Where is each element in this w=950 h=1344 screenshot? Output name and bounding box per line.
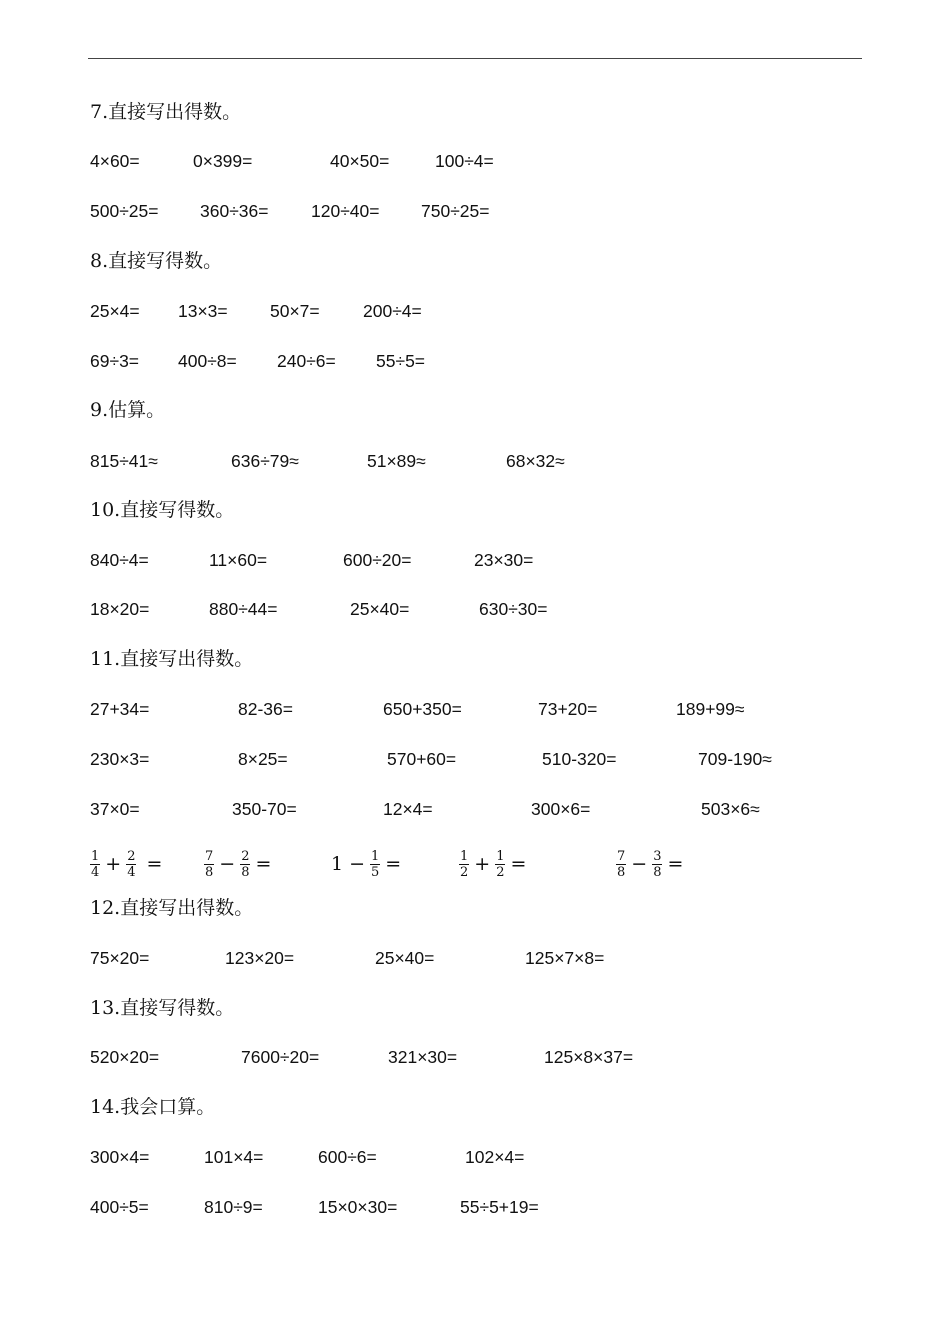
denominator: 8 [653,864,662,880]
fraction-problem [88,842,165,886]
problem: 600÷20= [343,550,412,570]
section-14-title: 14.我会口算。 [90,1096,216,1118]
equals-sign: = [667,853,684,875]
problem: 321×30= [388,1047,458,1067]
problem: 100÷4= [435,151,494,171]
section-11-row-1 [0,697,950,721]
header-rule [88,58,862,59]
problem: 636÷79≈ [231,451,299,471]
problem: 360÷36= [200,201,269,221]
problem: 400÷8= [178,351,237,371]
problem: 25×40= [350,599,410,619]
problem: 350-70= [232,799,297,819]
problem: 125×8×37= [544,1047,634,1067]
problem: 4×60= [90,151,140,171]
problem: 503×6≈ [701,799,760,819]
section-11-row-3 [0,797,950,821]
problem: 27+34= [90,699,150,719]
problem: 25×40= [375,948,435,968]
section-10-row-1 [0,548,950,572]
fraction [240,849,250,880]
problem: 75×20= [90,948,150,968]
problem: 240÷6= [277,351,336,371]
problem: 12×4= [383,799,433,819]
problem: 189+99≈ [676,699,745,719]
problem: 230×3= [90,749,150,769]
problem: 709-190≈ [698,749,772,769]
fraction-problem [614,842,686,886]
numerator: 1 [460,848,469,864]
problem: 0×399= [193,151,253,171]
section-9-title: 9.估算。 [90,399,166,421]
section-11-row-2 [0,747,950,771]
fraction [616,849,626,880]
fraction-row [0,842,950,886]
problem: 200÷4= [363,301,422,321]
section-12-title: 12.直接写出得数。 [90,897,254,919]
problem: 73+20= [538,699,598,719]
equals-sign: = [255,853,272,875]
equals-sign: = [146,853,163,875]
denominator: 5 [371,864,380,880]
section-13-row-1 [0,1045,950,1069]
problem: 650+350= [383,699,462,719]
problem: 840÷4= [90,550,149,570]
problem: 500÷25= [90,201,159,221]
denominator: 8 [617,864,626,880]
problem: 101×4= [204,1147,264,1167]
section-14-row-1 [0,1145,950,1169]
fraction [652,849,662,880]
problem: 630÷30= [479,599,548,619]
numerator: 1 [91,848,100,864]
section-8-row-1 [0,299,950,323]
problem: 880÷44= [209,599,278,619]
fraction [459,849,469,880]
problem: 7600÷20= [241,1047,320,1067]
numerator: 3 [653,848,662,864]
fraction-problem [202,842,274,886]
fraction [370,849,380,880]
problem: 69÷3= [90,351,140,371]
section-7-row-2 [0,199,950,223]
operator: + [105,853,122,875]
problem: 300×6= [531,799,591,819]
fraction-problem [457,842,529,886]
denominator: 2 [460,864,469,880]
problem: 120÷40= [311,201,380,221]
section-13-title: 13.直接写得数。 [90,997,235,1019]
section-14-row-2 [0,1195,950,1219]
numerator: 2 [241,848,250,864]
problem: 55÷5= [376,351,426,371]
section-8-title: 8.直接写得数。 [90,250,223,272]
section-10-title: 10.直接写得数。 [90,499,235,521]
fraction [495,849,505,880]
problem: 25×4= [90,301,140,321]
problem: 82-36= [238,699,293,719]
problem: 400÷5= [90,1197,149,1217]
problem: 520×20= [90,1047,160,1067]
problem: 570+60= [387,749,457,769]
section-12-row-1 [0,946,950,970]
section-10-row-2 [0,597,950,621]
problem: 37×0= [90,799,140,819]
problem: 123×20= [225,948,295,968]
numerator: 2 [127,848,136,864]
problem: 18×20= [90,599,150,619]
problem: 8×25= [238,749,288,769]
problem: 102×4= [465,1147,525,1167]
section-7-row-1 [0,149,950,173]
section-9-row-1 [0,449,950,473]
problem: 13×3= [178,301,228,321]
whole-number: 1 [331,853,344,875]
section-11-title: 11.直接写出得数。 [90,648,254,670]
equals-sign: = [385,853,402,875]
numerator: 7 [205,848,214,864]
problem: 125×7×8= [525,948,605,968]
problem: 55÷5+19= [460,1197,539,1217]
denominator: 2 [496,864,505,880]
numerator: 7 [617,848,626,864]
denominator: 8 [205,864,214,880]
problem: 600÷6= [318,1147,377,1167]
section-8-row-2 [0,349,950,373]
problem: 815÷41≈ [90,451,158,471]
denominator: 4 [127,864,136,880]
problem: 50×7= [270,301,320,321]
operator: − [219,853,236,875]
problem: 810÷9= [204,1197,263,1217]
problem: 750÷25= [421,201,490,221]
problem: 11×60= [209,550,268,570]
problem: 300×4= [90,1147,150,1167]
equals-sign: = [510,853,527,875]
problem: 68×32≈ [506,451,565,471]
operator: + [474,853,491,875]
problem: 51×89≈ [367,451,426,471]
operator: − [631,853,648,875]
problem: 510-320= [542,749,617,769]
numerator: 1 [496,848,505,864]
denominator: 8 [241,864,250,880]
fraction-problem [328,842,404,886]
denominator: 4 [91,864,100,880]
fraction [90,849,100,880]
section-7-title: 7.直接写出得数。 [90,101,242,123]
fraction [126,849,136,880]
problem: 15×0×30= [318,1197,398,1217]
problem: 23×30= [474,550,534,570]
problem: 40×50= [330,151,390,171]
numerator: 1 [371,848,380,864]
operator: − [349,853,366,875]
fraction [204,849,214,880]
